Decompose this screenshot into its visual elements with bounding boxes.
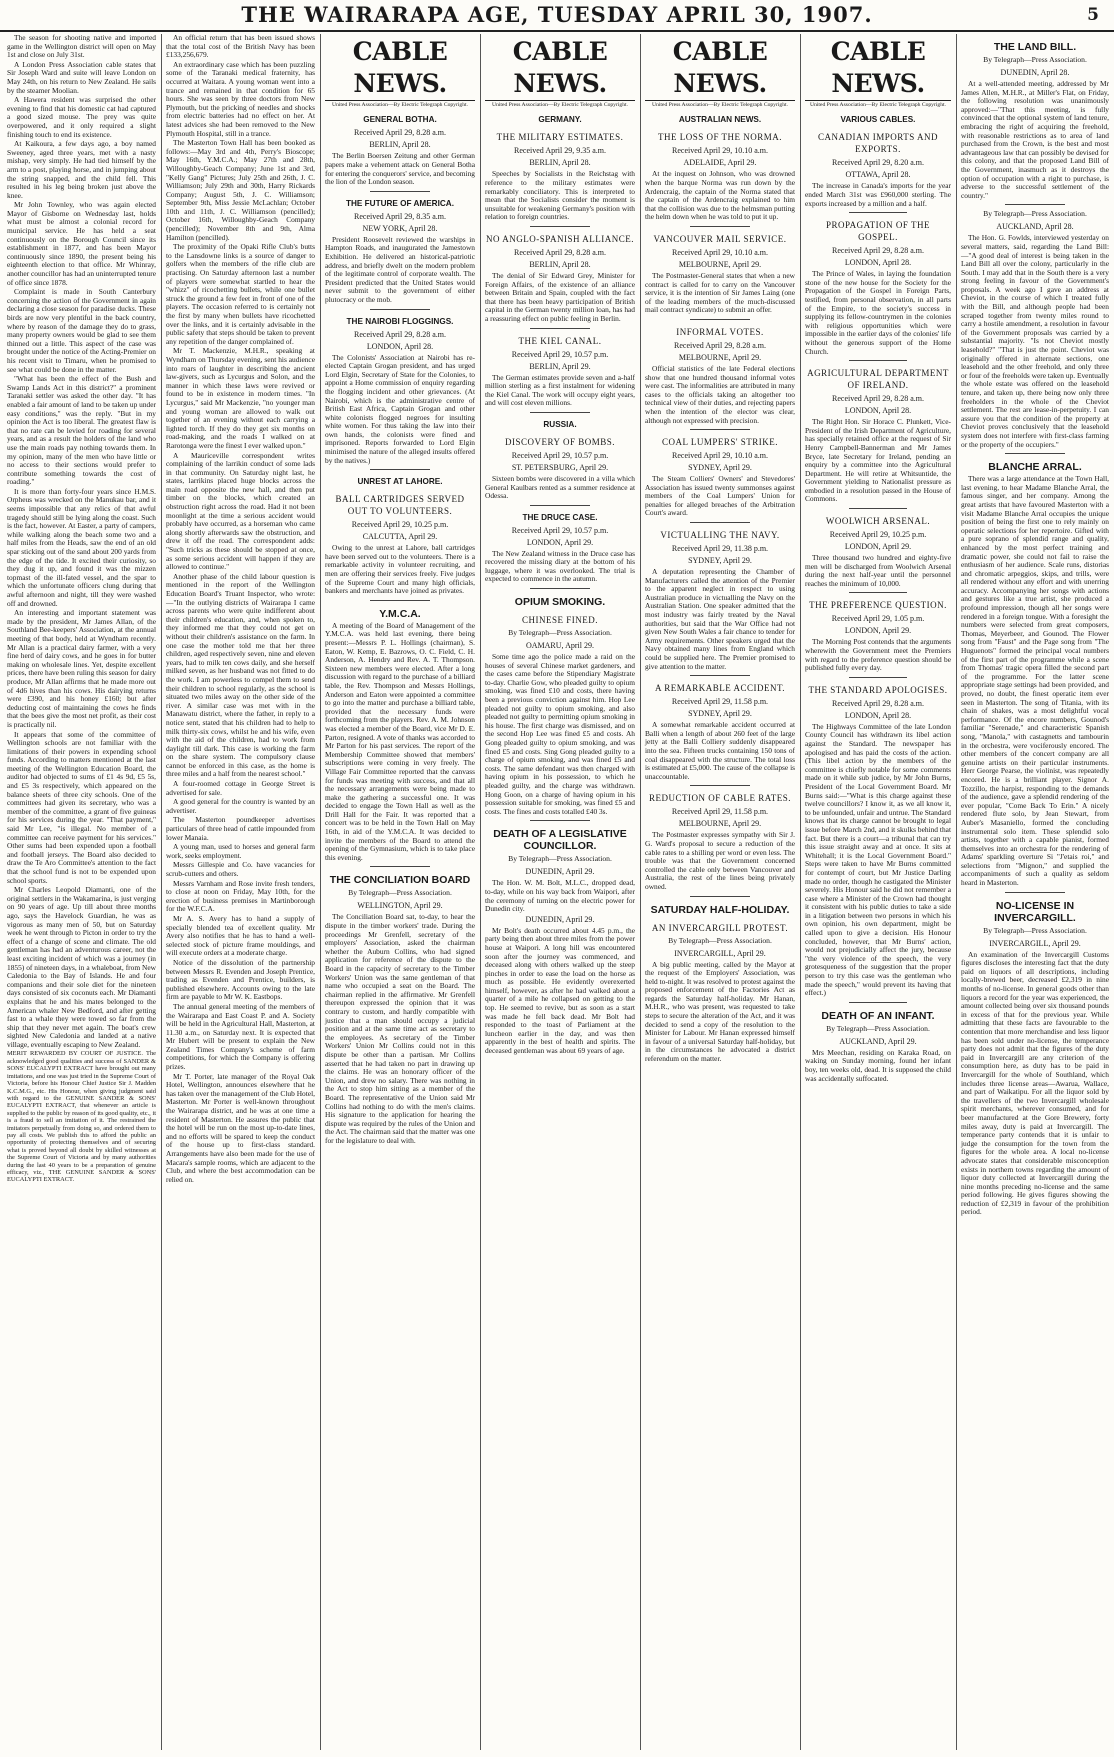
article-heading: THE FUTURE OF AMERICA. xyxy=(346,198,454,208)
paragraph: A London Press Association cable states that Sir Joseph Ward and suite will leave London on May 24th, on his return to New Zealand. He sails by the steamer Moolian. xyxy=(7,59,156,95)
separator xyxy=(690,522,750,523)
dateline: BERLIN, April 28. xyxy=(369,140,431,150)
paragraph: "What has been the effect of the Bush and Swamp Lands Act in this district?" a prominent Taranaki settler was asked the other day. "It has enabled a fair amount of land to be taken up under easy conditions," was the reply. "But in my opinion the Act is too liberal. The greatest flaw is that no rate can be levied for roading for several years, and as a result the holders of the land who use the main roads pay nothing towards them. In my opinion, many of the men who have little or no access to their sections would prefer to contribute something towards the cost of roading." xyxy=(7,374,156,487)
dateline: LONDON, April 29. xyxy=(526,537,594,547)
article-heading: DEATH OF AN INFANT. xyxy=(821,1009,935,1022)
separator xyxy=(690,429,750,430)
article-heading: OPIUM SMOKING. xyxy=(514,596,606,609)
dateline: DUNEDIN, April 29. xyxy=(525,867,595,877)
paragraph: An extraordinary case which has been puzzling some of the Taranaki medical fraternity, has occurred at Waitara. A young woman went into a trance and remained in that condition for 65 hours. She was seen by three doctors from New Plymouth, but the pricking of needles and shocks from electric batteries had no effect on her. At latest advices she had been removed to the New Plymouth Hospital, still in a trance. xyxy=(166,59,315,138)
byline: By Telegraph—Press Association. xyxy=(508,854,612,864)
article-heading: GERMANY. xyxy=(538,115,582,125)
article-heading: Y.M.C.A. xyxy=(379,607,421,620)
paragraph: Messrs Varnham and Rose invite fresh tenders, to close at noon on Friday, May 10th, for the erection of business premises in Martinborough for the W.F.C.A. xyxy=(166,878,315,914)
article-subheading: AN INVERCARGILL PROTEST. xyxy=(651,922,789,933)
received-line: Received April 29, 10.57 p.m. xyxy=(511,349,609,359)
paragraph: Notice of the dissolution of the partnership between Messrs R. Evenden and Joseph Prentice, trading as Evenden and Prentice, builders, is published elsewhere. Accounts owing to the late firm are payable to Mr W. K. Eastbops. xyxy=(166,957,315,1002)
paragraph: The annual general meeting of the members of the Wairarapa and East Coast P. and A. Society will be held in the Agricultural Hall, Masterton, at 11.30 a.m., on Saturday next. It is expected that Mr Hubert will be present to explain the New Zealand Times Company's scheme of farm competitions, for which the Company is offering prizes. xyxy=(166,1001,315,1072)
article-body: Some time ago the police made a raid on the houses of several Chinese market gardeners, and the cases came before the Stipendiary Magistrate to-day. Charlie Gow, who pleaded guilty to opium smoking, was fined £10 and costs, there having been a previous conviction against him. Hop Lee pleaded not guilty to opium smoking, and also pleaded not guilty to permitting opium smoking in his house. The first charge was dismissed, and on the second Hop Lee was fined £5 and costs. Ah Gong pleaded guilty to opium smoking, and was fined £5 and costs. Sing Gong pleaded guilty to a charge of opium smoking, and was fined £5 and costs. The same defendant was then charged with having opium in his possession, to which he pleaded guilty, and the charge was withdrawn. Hong Goon, on a charge of having opium in his possession suitable for smoking, was fined £5 and costs. The fines and costs totalled £40 3s. xyxy=(485,652,635,816)
separator xyxy=(1005,204,1064,205)
article-body: The Right Hon. Sir Horace C. Plunkett, Vice-President of the Irish Department of Agriculture, has specially retained office at the request of Sir Henry Campbell-Bannerman and Mr James Bryce, late Secretary for Ireland, pending an enquiry by a committee into the Agricultural Department. He will retire at Whitsuntide, the Government yielding to Nationalist pressure as embodied in a resolution passed in the House of Commons. xyxy=(805,417,951,504)
separator xyxy=(370,309,430,310)
page-number: 5 xyxy=(1087,5,1100,25)
byline: By Telegraph—Press Association. xyxy=(348,888,452,898)
article-subheading: CANADIAN IMPORTS AND EXPORTS. xyxy=(818,132,938,155)
column-rule xyxy=(161,34,162,1750)
byline: By Telegraph—Press Association. xyxy=(983,55,1087,64)
paragraph: At Kaikoura, a few days ago, a boy named Sweeney, aged three years, met with a nasty mishap, very simply. He had tied himself by the arm to a post, playing horse, and in jumping about the string snapped, and the child fell. This resulted in his leg being broken just above the knee. xyxy=(7,139,156,200)
article-heading: NO ANGLO-SPANISH ALLIANCE. xyxy=(486,233,634,244)
separator xyxy=(849,508,907,509)
dateline: LONDON, April 29. xyxy=(844,626,912,636)
article-body: The Morning Post contends that the arguments wherewith the Government meet the Premiers with regard to the preference question should be published fully every day. xyxy=(805,637,951,673)
paragraph: Another phase of the child labour question is mentioned in the report of the Wellington Education Board's Truant Inspector, who wrote:—"In the outlying districts of Wairarapa I came across parents who were quite indifferent about their children's education, and, when spoken to, they informed me that they could not get on without their children's assistance on the farm. In one case the mother told me that her three children, aged respectively seven, nine and eleven years, had to milk ten cows daily, and she herself milked seven, as her husband was not fitted to do the work. I am powerless to compel them to send their children to school regularly, as the school is situated two miles away on the other side of the river. A similar case was met with in the Manawatu district, where the father, in reply to a notice sent, stated that his children had to help to milk thirty-six cows, whilst he and his wife, even with the aid of the children, had to work from daylight till dark. This case is working the farm on the share system. The compulsory clause cannot be enforced in this case, as the home is three miles and a half from the nearest school." xyxy=(166,571,315,779)
dateline: AUCKLAND, April 29. xyxy=(839,1036,917,1046)
article-heading: WOOLWICH ARSENAL. xyxy=(825,516,931,527)
article-body: A deputation representing the Chamber of Manufacturers called the attention of the Premier to the apparent neglect in respect to using Australian produce in victualling the Navy on the Australian Station. One speaker admitted that the most industry was fairly treated by the Naval authorities, but said that the War Office had not given New South Wales a fair chance to tender for Army requirements. Other speakers urged that the Navy obtained many lines from England which could be supplied here. The Premier promised to give attention to the matter. xyxy=(645,567,795,671)
column-3 xyxy=(322,34,478,1750)
received-line: Received April 29, 8.28 a.m. xyxy=(832,246,924,256)
received-line: Received April 29, 8.28 a.m. xyxy=(354,329,446,339)
article-body: The Conciliation Board sat, to-day, to hear the dispute in the timber workers' trade. During the proceedings Mr Grenfell, secretary of the employers' Association, asked the chairman whether the Auburn Collins, who had signed application for reference of the dispute to the Board in the capacity of secretary to the Timber Workers' Union was the same gentleman of that name who occupied a seat on the Board. The chairman replied in the affirmative. Mr Grenfell thereupon expressed the opinion that it was contrary to custom, and hardly compatible with justice that a man should occupy a judicial position and at the same time act as secretary to the employees. As secretary of the Timber Workers' Union Mr Collins could not in this dispute be other than a partisan. Mr Collins asserted that he had taken no part in drawing up the claims. He was an honorary officer of the Union, and drew no salary. There was nothing in the Act to stop him sitting as a member of the Board. The representative of the Union said Mr Collins had nothing to do with the men's claims. His signature to the application for hearing the dispute was required by the rules of the Union and the Act. The chairman said that the matter was one for the legislature to deal with. xyxy=(325,912,475,1145)
article-heading: PROPAGATION OF THE GOSPEL. xyxy=(825,220,931,243)
dateline: LONDON, April 28. xyxy=(844,258,912,268)
article-heading: RUSSIA. xyxy=(543,419,577,429)
received-line: Received April 29, 11.38 p.m. xyxy=(671,544,769,554)
article-heading: VICTUALLING THE NAVY. xyxy=(660,530,780,541)
separator xyxy=(530,412,590,413)
separator xyxy=(690,785,750,786)
article-heading: NO-LICENSE IN INVERCARGILL. xyxy=(994,899,1076,924)
dateline: ADELAIDE, April 29. xyxy=(683,158,757,168)
separator xyxy=(690,319,750,320)
article-body: The Highways Committee of the late London County Council has withdrawn its libel action against the Standard. The newspaper has apologised and has paid the costs of the action. (This libel action by the members of the committee is chiefly notable for some comments made on it while sub judice, by Mr John Burns, President of the Local Government Board. Mr Burns said:—"What is this charge against these twelve councillors? I know it, as we all know it, to be unfounded, unfair and untrue. The Standard knows that its charge cannot be brought to legal issue before March 2nd, and it skulks behind that fact. But there is a court—a tribunal that can try this issue straight away and at once. It sits at Whitehall; it is the Local Government Board." Steps were taken to have Mr Burns committed for contempt of court, but Mr Justice Darling made no order, though he castigated the Minister severely. His Honour said he did not remember a case where a Minister of the Crown had thought it consistent with his public duties to take a side in a litigation between two persons in which his own opinion, his own department, might be called upon to give a decision. His Honour concluded, however, that Mr Burns' action, would not prejudicially affect the jury, because "the very violence of the speech, the very grotesqueness of the suggestion that the proper person to try this case was the gentleman who made the speech," would prevent its having that effect.) xyxy=(805,721,951,998)
separator xyxy=(370,191,430,192)
masthead xyxy=(0,0,1114,32)
separator xyxy=(1005,453,1064,454)
received-line: Received April 29, 8.28 a.m. xyxy=(832,698,924,708)
paragraph: An official return that has been issued shows that the total cost of the British Navy has been £133,256,679. xyxy=(166,34,315,60)
article-body: At the inquest on Johnson, who was drowned when the barque Norma was run down by the Ardencraig, the captain of the Norma stated that the captain of the Ardencraig explained to him that the collision was due to the helmsman putting the helm down when he was told to put it up. xyxy=(645,169,795,222)
paragraph: Mr T. Mackenzie, M.H.R., speaking at Wyndham on Thursday evening, sent his audience into roars of laughter in describing the ancient law-givers, such as Lycurgus and Solon, and the manner in which these laws were revived or found to be in existence in modern times. "In Lycurgus," said Mr Mackenzie, "no younger man and young woman are allowed to walk out together of an evening without each carrying a lighted torch. If they do they get six months on road-making, and the roads I walked on at Rarotonga were the finest I ever walked upon." xyxy=(166,346,315,450)
article-body: The denial of Sir Edward Grey, Minister for Foreign Affairs, of the existence of an alliance between Britain and Spain, coupled with the fact that there has been heavy participation of British capital in the German twenty million loan, has had a reassuring effect on public feeling in Berlin. xyxy=(485,270,635,323)
dateline: AUCKLAND, April 28. xyxy=(996,222,1074,232)
column-rule xyxy=(800,34,801,1750)
received-line: Received April 29, 9.35 a.m. xyxy=(514,146,606,156)
article-heading: VARIOUS CABLES. xyxy=(840,115,916,125)
association-credit: United Press Association—By Electric Telegraph Copyright. xyxy=(332,102,468,108)
paragraph: It is more than forty-four years since H.M.S. Orpheus was wrecked on the Manukau bar, and it seems impossible that any relics of that awful tragedy should still be lying along the coast. Such is the fact, however. At Easter, a party of campers, while walking along the beach some two and a half miles from the Heads, saw the end of an old spar sticking out of the sand about 200 yards from the edge of the tide. It excited their curiosity, so they dug it up, and found it was the mizzen topmast of the ill-fated vessel, and the spar to which the unfortunate officers clung during that awful afternoon and night, till they were washed off and drowned. xyxy=(7,486,156,608)
dateline: MELBOURNE, April 29. xyxy=(678,819,762,829)
article-heading: GENERAL BOTHA. xyxy=(363,115,437,125)
dateline: BERLIN, April 29. xyxy=(529,361,591,371)
dateline: NEW YORK, April 28. xyxy=(362,223,438,233)
received-line: Received April 29, 10.10 a.m. xyxy=(672,451,768,461)
paragraph: A Mauriceville correspondent writes complaining of the larrikin conduct of some lads in that community. On Saturday night last, he states, larrikins placed huge blocks across the main road opposite the new hall, and then put timber on the blocks, which created an obstruction right across the road. Had it not been moonlight at the time a serious accident would probably have occurred, as a horseman who came along shortly afterwards saw the obstruction, and drew it off the road. The correspondent adds: "Such tricks as these should be stopped at once, as some serious accident will happen if they are allowed to continue." xyxy=(166,450,315,572)
article-body: The Hon. W. M. Bolt, M.L.C., dropped dead, to-day, while on his way back from Waipori, after the ceremony of turning on the electric power for Dunedin city. xyxy=(485,878,635,914)
dateline: CALCUTTA, April 29. xyxy=(362,532,438,542)
separator xyxy=(370,600,430,601)
byline: By Telegraph—Press Association. xyxy=(983,209,1087,219)
cable-news-banner: CABLE NEWS. xyxy=(325,36,475,101)
separator xyxy=(690,226,750,227)
article-heading: THE DRUCE CASE. xyxy=(522,512,598,522)
received-line: Received April 29, 10.10 a.m. xyxy=(672,247,768,257)
article-body: Owing to the unrest at Lahore, ball cartridges have been served out to the volunteers. There is a remarkable activity in volunteer recruiting, and men are offering their services freely. Five judges of the Supreme Court and many high officials, bankers and merchants have joined as privates. xyxy=(325,543,475,596)
column-6 xyxy=(802,34,954,1750)
received-line: Received April 29, 8.20 a.m. xyxy=(832,158,924,168)
article-body: A big public meeting, called by the Mayor at the request of the Employers' Association, was held to-night. It was resolved to protest against the proposed enforcement of the Factories Act as regards the Saturday half-holiday. Mr Hanan, M.H.R., who was present, was requested to take steps to secure the alteration of the Act, and it was decided to send a copy of the resolution to the Minister for Labour. Mr Hanan expressed himself in favour of a universal Saturday half-holiday, but in the circumstances he advocated a district referendum on the matter. xyxy=(645,959,795,1064)
received-line: Received April 29, 1.05 p.m. xyxy=(831,614,925,624)
dateline: SYDNEY, April 29. xyxy=(688,556,752,566)
column-7 xyxy=(958,34,1112,1750)
separator xyxy=(530,588,590,589)
article-heading: THE STANDARD APOLOGISES. xyxy=(808,684,948,695)
column-rule xyxy=(480,34,481,1750)
article-body: A somewhat remarkable accident occurred at Balli when a length of about 260 feet of the large jetty at the Balli Colliery suddenly disappeared into the sea. Fifteen trucks containing 150 tons of coal disappeared with the structure. The total loss is estimated at £5,000. The cause of the collapse is unaccountable. xyxy=(645,720,795,781)
paragraph: The season for shooting native and imported game in the Wellington district will open on May 1st and close on July 31st. xyxy=(7,34,156,60)
article-body: Mrs Meechan, residing on Karaka Road, on waking on Sunday morning, found her infant boy, ten weeks old, dead. It is supposed the child was accidentally suffocated. xyxy=(805,1047,951,1083)
article-body: The Prince of Wales, in laying the foundation stone of the new house for the Society for the Propagation of the Gospel in Foreign Parts, testified, from personal observation, in all parts of the Empire, to the society's success in supplying its fellow-countrymen in the colonies with religious opportunities which were impossible in the earlier days of the colonies' life without the generous support of the Home Church. xyxy=(805,269,951,356)
paragraph: It appears that some of the committee of Wellington schools are not familiar with the limitations of their powers in expending school funds. According to matters mentioned at the last meeting of the Wellington Education Board, the auditor had objected to sums of £1 4s 9d, £5 5s, and £5 3s respectively, which appeared on the balance sheets of three city schools. One of the committees had given its secretary, who was a member of the committee, a grant of five guineas for his services during the year. "That payment," said Mr Lee, "is illegal. No member of a committee can receive payment for his services." Other sums had been expended upon a football and football jerseys. The Board also decided to draw the Te Aro Committee's attention to the fact that the school fund is not to be expended upon school sports. xyxy=(7,729,156,885)
article-subheading: CHINESE FINED. xyxy=(522,615,598,626)
article-subheading: DISCOVERY OF BOMBS. xyxy=(505,436,615,447)
separator xyxy=(849,592,907,593)
article-body: A meeting of the Board of Management of the Y.M.C.A. was held last evening, there being present:—Messrs P. L. Hollings (chairman), S. Eaton, W. Kemp, E. Bazrows, O. C. Field, C. H. Anderson, A. Hendry and Rev. A. T. Thompson. Sixteen new members were elected. After a long discussion with regard to the purchase of a billiard table, the Rev. Thompson and Messrs Hollings, Anderson and Eaton were appointed a committee to go into the matter and purchase a billiard table, provided that the necessary funds were forthcoming from the players. Rev. A. M. Johnson was elected a member of the Board, vice Mr D. E. Parton, resigned. A vote of thanks was accorded to Mr Parton for his past services. The report of the Membership Committee showed that members' subscriptions were coming in very freely. The Village Fair Committee reported that the canvass for funds was meeting with success, and that all the necessary arrangements were being made to make the gathering a successful one. It was decided to engage the Town Hall as well as the Drill Hall for the Fair. It was reported that a concert was to be held in the Town Hall on May 16th, in aid of the Y.M.C.A. It was decided to invite the members of the Board to attend the opening of the Gymnasium, which is to take place this evening. xyxy=(325,620,475,862)
paragraph: A Hawera resident was surprised the other evening to find that his domestic cat had captured a good sized mouse. The prey was quite overpowered, and it only required a slight finishing touch to end its existence. xyxy=(7,95,156,139)
dateline: MELBOURNE, April 29. xyxy=(678,259,762,269)
separator xyxy=(370,866,430,867)
article-heading: AUSTRALIAN NEWS. xyxy=(678,115,762,125)
paragraph: The Masterton Town Hall has been booked as follows:—May 3rd and 4th, Perry's Bioscope; May 16th, Y.M.C.A.; May 27th and 28th, Willoughby-Geach Company; June 1st and 3rd, "Kelly Gang" Pictures; July 25th and 26th, J. C. Williamson; July 29th and 30th, Harry Rickards Company; August 5th, J. C. Williamson; September 9th, Miss Jessie McLachlan; October 10th and 11th, J. C. Williamson (pencilled); October 16th, Willoughby-Geach Company (pencilled); November 8th and 9th, Alma Hamilton (pencilled). xyxy=(166,138,315,242)
byline: By Telegraph—Press Association. xyxy=(983,925,1087,935)
association-credit: United Press Association—By Electric Telegraph Copyright. xyxy=(492,102,628,108)
article-body: Sixteen bombs were discovered in a villa which General Kaulbars rented as a summer residence at Odessa. xyxy=(485,473,635,501)
received-line: Received April 29, 11.58 p.m. xyxy=(671,697,769,707)
article-body: The Colonists' Association at Nairobi has re-elected Captain Grogan president, and has urged Lord Elgin, Secretary of State for the Colonies, to appoint a Home commission of enquiry regarding the flogging incident and other grievances. (At Nairobi, which is the administrative centre of British East Africa, Captain Grogan and other white colonists flogged negroes for insulting white women. For thus taking the law into their own hands, the colonists were fined and imprisoned. Reports forwarded to Lord Elgin minimised the nature of the alleged insults offered by the natives.) xyxy=(325,352,475,465)
separator xyxy=(370,469,430,470)
cable-news-banner: CABLE NEWS. xyxy=(805,36,951,101)
article-body: The Steam Colliers' Owners' and Stevedores' Association has issued twenty summonses against members of the Coal Lumpers' Union for penalties for alleged breaches of the Arbitration Court's award. xyxy=(645,474,795,518)
article-body: At a well-attended meeting, addressed by Mr James Allen, M.H.R., at Miller's Flat, on Friday, the following resolution was unanimously approved:—"That this meeting, is fully convinced that the optional system of land tenure, embracing the right of acquiring the freehold, with reasonable restrictions as to area of land purchased from the Crown, is the best and most advantageous law that can possibly be devised for this colony, and that the proposed Land Bill of the Government, inasmuch as it destroys the option of occupation with a right to purchase, is adverse to the successful settlement of the country." xyxy=(961,79,1109,200)
paragraph: Messrs Gillespie and Co. have vacancies for scrub-cutters and others. xyxy=(166,860,315,878)
separator xyxy=(530,820,590,821)
article-body: Speeches by Socialists in the Reichstag with reference to the military estimates were remarkably conciliatory. This is interpreted to mean that the Socialists consider the moment is unsuitable for weakening Germany's position with relation to foreign countries. xyxy=(485,169,635,222)
cable-news-banner: CABLE NEWS. xyxy=(485,36,635,101)
paragraph: Mr A. S. Avery has to hand a supply of specially blended tea of excellent quality. Mr Avery also notifies that he has to hand a well-selected stock of picture frame mouldings, and will execute orders at a moderate charge. xyxy=(166,913,315,958)
dateline: INVERCARGILL, April 29. xyxy=(674,948,766,958)
article-heading: THE NAIROBI FLOGGINGS. xyxy=(346,316,454,326)
article-heading: COAL LUMPERS' STRIKE. xyxy=(661,437,779,448)
dateline: OTTAWA, April 28. xyxy=(845,170,911,180)
byline: By Telegraph—Press Association. xyxy=(826,1023,930,1033)
article-heading: REDUCTION OF CABLE RATES. xyxy=(648,793,791,804)
association-credit: United Press Association—By Electric Telegraph Copyright. xyxy=(652,102,788,108)
dateline: INVERCARGILL, April 29. xyxy=(989,938,1081,948)
article-body: The Postmaster-General states that when a new contract is called for to carry on the Vancouver service, it is the intention of Sir James Laing (one of the leading members of the much-discussed mail contract syndicate) to submit an offer. xyxy=(645,270,795,315)
separator xyxy=(849,677,907,678)
article-heading: THE KIEL CANAL. xyxy=(518,335,602,346)
advertisement xyxy=(7,1050,156,1183)
received-line: Received April 29, 10.57 p.m. xyxy=(511,525,609,535)
column-rule xyxy=(320,34,321,1750)
paragraph: Mr Charles Leopold Diamanti, one of the original settlers in the Wakamarina, is just verging on 90 years of age. Up till about three months ago, says the Havelock Guardian, he was as vigorous as many men of 50, but on Saturday week he went through to Picton in order to try the effect of a change of scene and climate. The old gentleman has had an adventurous career, not the least exciting incident of which was a journey (in 1855) of nineteen days, in a whaleboat, from New Caledonia to the Bay of Islands. He and four companions and their sole diet for the nineteen days consisted of six coconuts each. Mr Diamanti explains that he and his mates belonged to the American whaler New Bedford, and after getting fast to a whale they were towed so far from the ship that they never met again. The boat's crew sighted New Caledonia and landed at a native village, eventually escaping to New Zealand. xyxy=(7,885,156,1049)
dateline: LONDON, April 28. xyxy=(366,341,434,351)
received-line: Received April 29, 8.35 a.m. xyxy=(354,211,446,221)
article-body: The Hon. G. Fowlds, interviewed yesterday on several matters, said, regarding the Land Bill:—"A good deal of interest is being taken in the Land Bill all over the colony, particularly in the South. I may add that in the South there is a very strong feeling in favour of the Government's proposals. A week ago I gave an address at Cheviot, in the course of which I treated fully with the Bill, and although people had been scraped together from twenty miles round to carry a hostile amendment, a resolution in favour of the Government proposals was carried by a substantial majority. "Is not Cheviot mostly leasehold?" "That is just the point. Cheviot was originally offered in alternate sections, one leasehold and the other freehold, and only three or four of the freeholds were taken up. Eventually the whole estate was offered on the leasehold tenure, and taken up, there being now only three freeholders in the whole of the Cheviot settlement. The rest are lease-in-perpetuity. I can assure you that the condition of the property at Cheviot proves conclusively that the leasehold system does not interfere with first-class farming or the property of the occupiers." xyxy=(961,233,1109,449)
article-body: The Berlin Boersen Zeitung and other German papers make a vehement attack on General Botha for entering the conquerors' service, and becoming the lion of the London season. xyxy=(325,151,475,187)
paragraph: A young man, used to horses and general farm work, seeks employment. xyxy=(166,842,315,860)
article-heading: BLANCHE ARRAL. xyxy=(988,461,1082,474)
association-credit: United Press Association—By Electric Telegraph Copyright. xyxy=(810,102,946,108)
article-subheading: THE LOSS OF THE NORMA. xyxy=(657,132,783,143)
article-heading: A REMARKABLE ACCIDENT. xyxy=(654,683,786,694)
masthead-title: THE WAIRARAPA AGE, TUESDAY APRIL 30, 1907. xyxy=(241,2,873,27)
dateline: LONDON, April 28. xyxy=(844,406,912,416)
article-body: The New Zealand witness in the Druce case has recovered the missing diary at the bottom of his luggage, where it was overlooked. The trial is expected to commence in the autumn. xyxy=(485,548,635,584)
article-body: President Roosevelt reviewed the warships in Hampton Roads, and inaugurated the Jamestown Exhibition. He delivered an historical-patriotic address, and briefly dwelt on the modern problem of the legitimate control of corporate wealth. The President predicted that the United States would never submit to the government of either plutocracy or the mob. xyxy=(325,234,475,304)
article-heading: INFORMAL VOTES. xyxy=(676,326,764,337)
dateline: OAMARU, April 29. xyxy=(525,641,594,651)
byline: By Telegraph—Press Association. xyxy=(508,628,612,638)
dateline: LONDON, April 28. xyxy=(844,710,912,720)
paragraph: A good general for the country is wanted by an advertiser. xyxy=(166,797,315,815)
article-body: Three thousand two hundred and eighty-five men will be discharged from Woolwich Arsenal during the next half-year until the personnel reaches the minimum of 10,000. xyxy=(805,553,951,588)
article-heading: THE CONCILIATION BOARD xyxy=(329,874,471,887)
paragraph: Mr John Townley, who was again elected Mayor of Gisborne on Wednesday last, holds what must be almost a colonial record for municipal service. He has held a seat continuously on the Borough Council since its establishment in 1877, and has been Mayor continuously since 1890, the present being his eighteenth election to that office. Mr Whinray, another councillor has had an uninterrupted tenure of office since 1878. xyxy=(7,200,156,287)
paragraph: Complaint is made in South Canterbury concerning the action of the Government in again declaring a close season for paradise ducks. These birds are now very plentiful in the back country, where by reason of the damage they do to grass, many property owners would be glad to see them thinned out a little. This aspect of the case was brought under the notice of the Acting-Premier on his recent visit to Timaru, when he promised to see what could be done in the matter. xyxy=(7,287,156,374)
column-1 xyxy=(4,34,159,1750)
separator xyxy=(530,328,590,329)
received-line: Received April 29, 10.25 p.m. xyxy=(829,530,927,540)
dateline: DUNEDIN, April 29. xyxy=(525,914,595,924)
dateline: DUNEDIN, April 28. xyxy=(1000,68,1070,77)
dateline: LONDON, April 29. xyxy=(844,542,912,552)
article-heading: VANCOUVER MAIL SERVICE. xyxy=(653,233,787,244)
column-5 xyxy=(642,34,798,1750)
column-2 xyxy=(163,34,318,1750)
dateline: BERLIN, April 28. xyxy=(529,259,591,269)
article-subheading: THE MILITARY ESTIMATES. xyxy=(496,132,624,143)
article-subheading: BALL CARTRIDGES SERVED OUT TO VOLUNTEERS. xyxy=(335,494,465,517)
paragraph: An interesting and important statement was made by the president, Mr James Allan, of the Southland Bee-keepers' Association, at the annual meeting of that body, held at Wyndham recently. Mr Allan is a practical dairy farmer, with a very fine herd of dairy cows, and he goes in for butter making on wholesale lines. Yet, despite excellent prices, there have been ruling this season for dairy produce, Mr Allan affirms that he made more out of 4d6 hives than his cows. His dairying returns were £390, and his honey £160; but after deducting cost of maintaining the cows he finds that the bees give the most net profit, as their cost is practically nil. xyxy=(7,608,156,729)
article-body: The increase in Canada's imports for the year ended March 31st was £960,000 sterling. The exports increased by a million and a half. xyxy=(805,181,951,208)
separator xyxy=(530,505,590,506)
dateline: SYDNEY, April 29. xyxy=(688,463,752,473)
article-heading: THE LAND BILL. xyxy=(993,41,1077,53)
article-body: There was a large attendance at the Town Hall, last evening, to hear Madame Blanche Arral, the famous singer, and her company. Among the great artists that have favoured Masterton with a visit Madame Blanche Arral occupies the unique position of being the first one to rely mainly on operatic selections for her repertoire. Gifted with a pure soprano of splendid range and quality, enhanced by the most perfect training and dramatic power, she could not fail to raise the enthusiasm of her audience. Scale runs, distorias and chromatic arpeggios, skips, and trills, were all rendered without any effort and with unerring accuracy. Accompanying her songs with actions and gestures like a true artist, she produced a profound impression, though all her songs were rendered in a foreign tongue. With a foresight the numbers were selected from great composers, Thomas, Meyerbeer, and Gounod. The Flower song from "Faust" and the Page song from "The Huguenots" formed the principal vocal numbers of the first part of the programme while a scene from Thomas' tragic opera filled the second part of the programme. For the latter scene appropriate stage settings had been provided, and proved, no doubt, the finest operatic item ever seen in Masterton. The song of Titania, with its chain of shakes, was a most delightful vocal performance. Of the encore numbers, Gounod's familiar "Serenade," and characteristic Spanish song, "Manola," with castagnetts and tambourin in the orchestra, were vociferously encored. The other members of the concert company are all genuine artists on their particular instruments. Herr George Pearse, the violinist, was repeatedly encored. He is a brilliant player. Signor A. Tozzillo, the harpist, responding to the demands of the audience, gave a splendid rendering of the ever popular, "Come Back To Erin." A nicely rendered flute solo, by Jean Stewart, from Auber's Masaniello, formed the concluding instrumental solo item. These splendid solo artists, together with a capable pianist, formed themselves into an orchestra for the rendering of Adams' sparkling overture Si "J'etais roi," and selections from "Mignon," and supplied the accompaniments of such a quality as seldom heard in Masterton. xyxy=(961,474,1109,888)
dateline: BERLIN, April 28. xyxy=(529,158,591,168)
article-body: Mr Bolt's death occurred about 4.45 p.m., the party being then about three miles from the power house at Waipori. A long hill was encountered soon after the journey was commenced, and deceased along with others walked up the steep pinches in order to ease the load on the horse as much as possible. He evidently overexerted himself, however, as after he had walked about a quarter of a mile he collapsed on getting to the top. He seemed to revive, but as soon as a start was made he fell back dead. Mr Bolt had responded to the toast of Parliament at the luncheon earlier in the day, and was then apparently in the best of health and spirits. The deceased gentleman was about 69 years of age. xyxy=(485,925,635,1056)
received-line: Received April 29, 8.28 a.m. xyxy=(832,394,924,404)
separator xyxy=(849,1002,907,1003)
dateline: SYDNEY, April 29. xyxy=(688,709,752,719)
separator xyxy=(849,360,907,361)
received-line: Received April 29, 8.28 a.m. xyxy=(354,128,446,138)
article-heading: UNREST AT LAHORE. xyxy=(357,477,443,487)
paragraph: Mr T. Porter, late manager of the Royal Oak Hotel, Wellington, announces elsewhere that he has taken over the management of the Club Hotel, Masterton. Mr Porter is well-known throughout the Wairarapa district, and he was at one time a resident of Masterton. He assures the public that the hotel will be run on the most up-to-date lines, and no efforts will be spared to keep the conduct of the house up to first-class standard. Arrangements have also been made for the use of Macara's sample rooms, which are adjacent to the Club, and where the best accommodation can be relied on. xyxy=(166,1071,315,1184)
byline: By Telegraph—Press Association. xyxy=(668,935,772,945)
separator xyxy=(1005,892,1064,893)
received-line: Received April 29, 10.57 p.m. xyxy=(511,450,609,460)
received-line: Received April 29, 10.25 p.m. xyxy=(351,520,449,530)
received-line: Received April 29, 8.28 a.m. xyxy=(514,247,606,257)
separator xyxy=(530,226,590,227)
separator xyxy=(690,896,750,897)
article-heading: DEATH OF A LEGISLATIVE COUNCILLOR. xyxy=(493,828,627,853)
article-heading: AGRICULTURAL DEPARTMENT OF IRELAND. xyxy=(807,368,949,391)
separator xyxy=(849,212,907,213)
separator xyxy=(690,675,750,676)
dateline: ST. PETERSBURG, April 29. xyxy=(511,462,609,472)
received-line: Received April 29, 8.28 a.m. xyxy=(674,340,766,350)
dateline: MELBOURNE, April 29. xyxy=(678,352,762,362)
dateline: WELLINGTON, April 29. xyxy=(357,901,443,911)
article-body: The German estimates provide seven and a-half million sterling as a first instalment for widening the Kiel Canal. The work will occupy eight years, and will cost eleven millions. xyxy=(485,372,635,408)
paragraph: A four-roomed cottage in George Street is advertised for sale. xyxy=(166,779,315,797)
article-heading: THE PREFERENCE QUESTION. xyxy=(809,600,947,611)
ad-text: MERIT REWARDED BY COURT OF JUSTICE. The acknowledged good qualities and success of SANDER & SONS' EUCALYPTI EXTRACT have brought out many imitations, and one was just tried in the Supreme Court of Victoria, before his Honour Chief Justice Sir J. Madden K.C.M.G., etc. His Honour, when giving judgment said with regard to the GENUINE SANDER & SONS' EUCALYPTI EXTRACT, that whenever an article is supplied to the public by reason of its good quality, etc., it is a fraud to sell an imitation of it. The restrained the imitators perpetually from doing so, and ordered them to pay all costs. We publish this to afford the public an opportunity of protecting themselves and of securing what is proved beyond all doubt by skilled witnesses at the Supreme Court of Victoria and by many authorities during the last 40 years to be a preparation of genuine efficacy, viz., THE GENUINE SANDER & SONS' EUCALYPTI EXTRACT. xyxy=(7,1050,156,1184)
article-body: The Postmaster expresses sympathy with Sir J. G. Ward's proposal to secure a reduction of the cable rates to a shilling per word or even less. The trouble was that the Government concerned controlled the cable only between Vancouver and Australia, the rest of the lines being privately owned. xyxy=(645,830,795,891)
article-body: An examination of the Invercargill Customs figures discloses the interesting fact that the duty paid on liquors of all descriptions, including locally-brewed beer, decreased £2,319 in nine months of no-license. In general goods other than liquors a record for the year was experienced, the amount collected being over six thousand pounds in excess of that for the previous year. While admitting that these facts are favourable to the contention that more merchandise and less liquor has been sold under no-license, the temperance party does not admit that the figures of the duty paid in Invercargill are any criterion of the consumption here, as duty has to be paid in Invercargill for the whole of Southland, which includes three license areas—Awarua, Wallace, and part of Waikatipu. For all the liquor sold by the travellers of the two Invercargill wholesale spirit merchants, wherever consumed, and for beer manufactured at the Gore Brewery, forty miles away, duty is paid at Invercargill. The temperance party contends that it is unfair to judge the consumption for the town from the figures for the whole area. A local no-license advocate states that considerable misconception exists in northern towns regarding the amount of liquor duty collected at Invercargill during the nine months preceding no-license and the same period following. He gives figures showing the reduction of £2,319 in favour of the prohibition period. xyxy=(961,949,1109,1217)
column-4 xyxy=(482,34,638,1750)
article-heading: SATURDAY HALF-HOLIDAY. xyxy=(650,903,790,916)
paragraph: The proximity of the Opaki Rifle Club's butts to the Lansdowne links is a source of danger to golfers when the members of the rifle club are practising. On Saturday afternoon last a number of players were somewhat startled to hear the "whizz" of ricochetting bullets, while one bullet struck the ground a few feet in front of one of the players. The occasion referred to is certainly not the first by many when bullets have ricochetted over the links, and it is certainly advisable in the public safety that steps should be taken to prevent any repetition of the danger complained of. xyxy=(166,242,315,346)
column-rule xyxy=(640,34,641,1750)
article-body: Official statistics of the late Federal elections show that one hundred thousand informal votes were cast. The informalities are attributed in many cases to the officials taking an altogether too technical view of their duties, and rejecting papers when the intention of the elector was clear, although not expressed with precision. xyxy=(645,363,795,425)
received-line: Received April 29, 10.10 a.m. xyxy=(672,146,768,156)
paragraph: The Masterton poundkeeper advertises particulars of three head of cattle impounded from lower Manaia. xyxy=(166,815,315,842)
cable-news-banner: CABLE NEWS. xyxy=(645,36,795,101)
column-rule xyxy=(956,34,957,1750)
received-line: Received April 29, 11.58 p.m. xyxy=(671,807,769,817)
